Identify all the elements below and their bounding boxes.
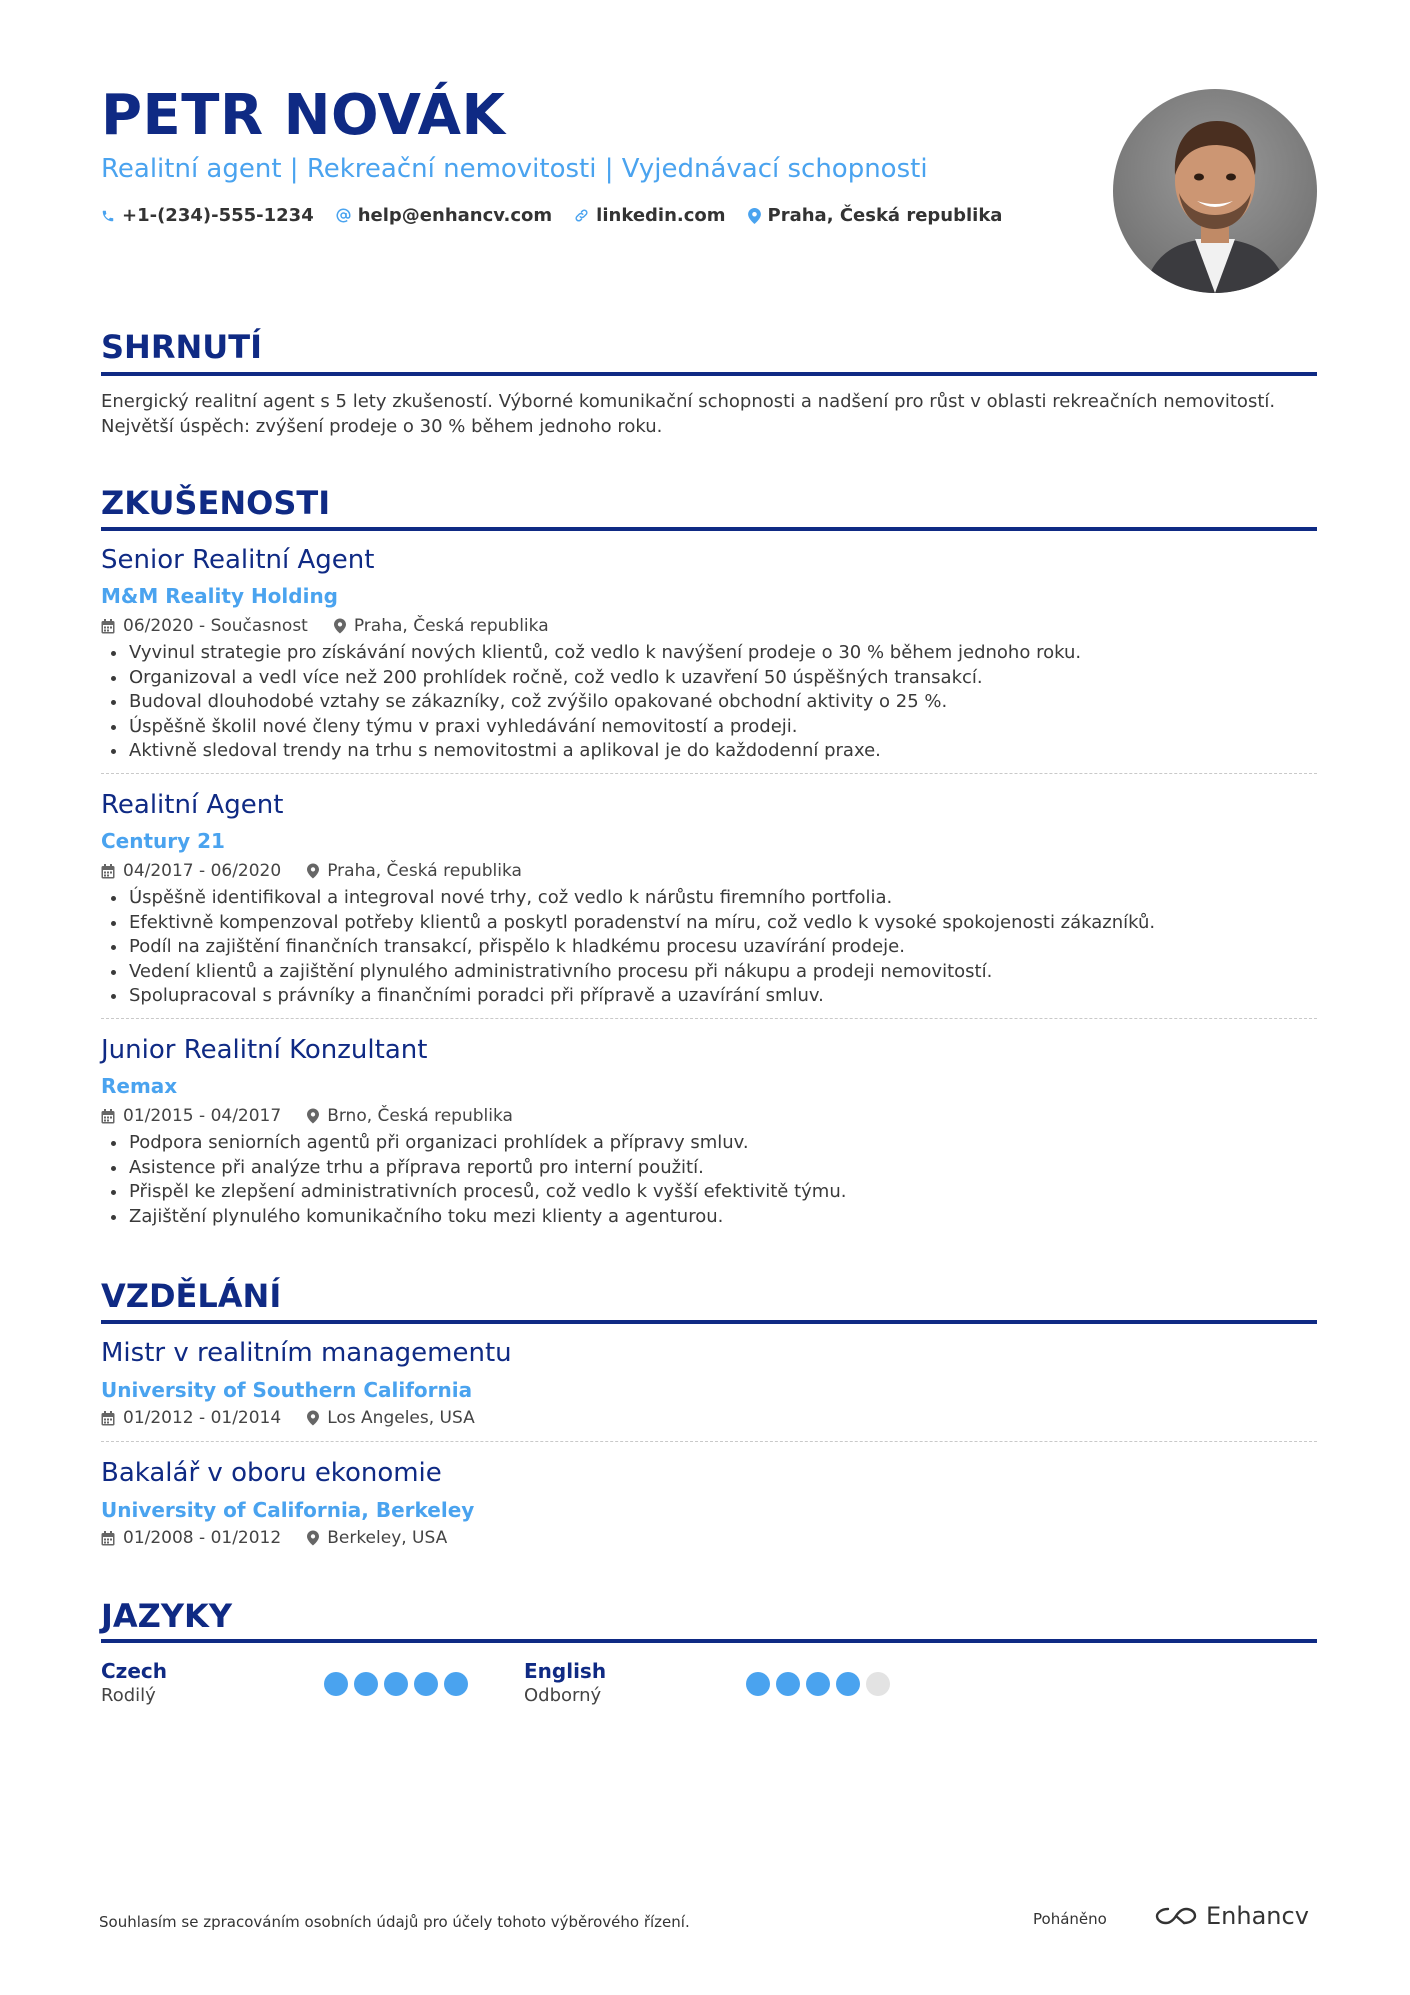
- education-dates: 01/2008 - 01/2012: [123, 1528, 282, 1548]
- job-meta: [101, 1105, 513, 1127]
- job-location: Praha, Česká republika: [353, 616, 549, 636]
- job-separator: [101, 773, 1317, 774]
- education-heading: VZDĚLÁNÍ: [101, 1277, 282, 1315]
- rating-dot-filled: [806, 1672, 830, 1696]
- education-meta: [101, 1407, 475, 1429]
- location-pin-icon: [307, 1108, 319, 1124]
- education-separator: [101, 1441, 1317, 1442]
- linkedin-text: linkedin.com: [596, 205, 726, 226]
- job-company: Remax: [101, 1074, 178, 1098]
- bullet-item: Organizoval a vedl více než 200 prohlídek ročně, což vedlo k uzavření 50 úspěšných transakcí.: [101, 666, 1317, 691]
- bullet-item: Podpora seniorních agentů při organizaci prohlídek a přípravy smluv.: [101, 1131, 1317, 1156]
- contact-phone[interactable]: [101, 205, 314, 226]
- job-dates: 04/2017 - 06/2020: [123, 861, 282, 881]
- phone-icon: [101, 209, 115, 223]
- bullet-item: Vedení klientů a zajištění plynulého administrativního procesu při nákupu a prodeji nemovitostí.: [101, 960, 1317, 985]
- rating-dot-filled: [414, 1672, 438, 1696]
- job-location: Brno, Česká republika: [327, 1106, 513, 1126]
- location-pin-icon: [307, 1410, 319, 1426]
- job-company: M&M Reality Holding: [101, 584, 339, 608]
- bullet-item: Aktivně sledoval trendy na trhu s nemovitostmi a aplikoval je do každodenní praxe.: [101, 739, 1317, 764]
- school-name: University of Southern California: [101, 1378, 473, 1402]
- location-pin-icon: [334, 618, 346, 634]
- bullet-item: Spolupracoval s právníky a finančními poradci při přípravě a uzavírání smluv.: [101, 984, 1317, 1009]
- degree-title: Bakalář v oboru ekonomie: [101, 1458, 442, 1488]
- enhancv-logo-icon: [1154, 1905, 1198, 1927]
- experience-divider: [101, 527, 1317, 531]
- bullet-item: Vyvinul strategie pro získávání nových klientů, což vedlo k navýšení prodeje o 30 % během jednoho roku.: [101, 641, 1317, 666]
- education-location: Berkeley, USA: [327, 1528, 448, 1548]
- contact-location: [748, 205, 1003, 226]
- rating-dot-filled: [354, 1672, 378, 1696]
- candidate-name: PETR NOVÁK: [101, 83, 506, 148]
- rating-dot-filled: [384, 1672, 408, 1696]
- contact-bar: [101, 205, 1024, 226]
- job-location: Praha, Česká republika: [327, 861, 522, 881]
- language-rating: [324, 1672, 474, 1696]
- calendar-icon: [101, 1109, 115, 1124]
- language-rating: [746, 1672, 896, 1696]
- location-pin-icon: [307, 1530, 319, 1546]
- rating-dot-filled: [836, 1672, 860, 1696]
- summary-text: Energický realitní agent s 5 lety zkušeností. Výborné komunikační schopnosti a nadšení pro růst v oblasti rekreačních nemovitostí. Největší úspěch: zvýšení prodeje o 30 % během jednoho roku.: [101, 391, 1276, 437]
- location-pin-icon: [307, 863, 319, 879]
- powered-by-label: Poháněno: [1033, 1910, 1107, 1928]
- rating-dot-filled: [324, 1672, 348, 1696]
- bullet-item: Efektivně kompenzoval potřeby klientů a poskytl poradenství na míru, což vedlo k vysoké spokojenosti zákazníků.: [101, 911, 1317, 936]
- contact-linkedin[interactable]: [574, 205, 725, 226]
- bullet-item: Zajištění plynulého komunikačního toku mezi klienty a agenturou.: [101, 1205, 1317, 1230]
- location-text: Praha, Česká republika: [767, 205, 1003, 226]
- languages-heading: JAZYKY: [101, 1597, 233, 1635]
- job-company: Century 21: [101, 829, 225, 853]
- job-meta: [101, 615, 549, 637]
- summary-divider: [101, 372, 1317, 376]
- bullet-item: Přispěl ke zlepšení administrativních procesů, což vedlo k vyšší efektivitě týmu.: [101, 1180, 1317, 1205]
- education-dates: 01/2012 - 01/2014: [123, 1408, 282, 1428]
- rating-dot-filled: [444, 1672, 468, 1696]
- job-separator: [101, 1018, 1317, 1019]
- brand-name: Enhancv: [1206, 1902, 1309, 1930]
- job-bullets: [101, 886, 1317, 1009]
- consent-text: Souhlasím se zpracováním osobních údajů pro účely tohoto výběrového řízení.: [99, 1913, 690, 1931]
- bullet-item: Úspěšně školil nové členy týmu v praxi vyhledávání nemovitostí a prodeji.: [101, 715, 1317, 740]
- calendar-icon: [101, 619, 115, 634]
- rating-dot-empty: [866, 1672, 890, 1696]
- bullet-item: Asistence při analýze trhu a příprava reportů pro interní použití.: [101, 1156, 1317, 1181]
- link-icon: [574, 208, 589, 223]
- enhancv-logo[interactable]: [1154, 1902, 1309, 1930]
- rating-dot-filled: [776, 1672, 800, 1696]
- location-pin-icon: [748, 208, 761, 224]
- language-level: Rodilý: [101, 1685, 156, 1706]
- job-bullets: [101, 1131, 1317, 1229]
- bullet-item: Úspěšně identifikoval a integroval nové trhy, což vedlo k nárůstu firemního portfolia.: [101, 886, 1317, 911]
- language-level: Odborný: [524, 1685, 602, 1706]
- languages-divider: [101, 1639, 1317, 1643]
- profile-photo: [1113, 89, 1317, 293]
- contact-email[interactable]: [336, 205, 552, 226]
- experience-heading: ZKUŠENOSTI: [101, 484, 331, 522]
- calendar-icon: [101, 1531, 115, 1546]
- education-divider: [101, 1320, 1317, 1324]
- rating-dot-filled: [746, 1672, 770, 1696]
- calendar-icon: [101, 1411, 115, 1426]
- job-dates: 01/2015 - 04/2017: [123, 1106, 282, 1126]
- at-icon: [336, 208, 351, 223]
- education-meta: [101, 1527, 447, 1549]
- job-title: Realitní Agent: [101, 790, 284, 820]
- degree-title: Mistr v realitním managementu: [101, 1338, 512, 1368]
- language-name: Czech: [101, 1659, 167, 1683]
- job-dates: 06/2020 - Současnost: [123, 616, 308, 636]
- calendar-icon: [101, 864, 115, 879]
- school-name: University of California, Berkeley: [101, 1498, 475, 1522]
- education-location: Los Angeles, USA: [327, 1408, 475, 1428]
- phone-text: +1-(234)-555-1234: [122, 205, 314, 226]
- summary-heading: SHRNUTÍ: [101, 328, 262, 366]
- job-bullets: [101, 641, 1317, 764]
- job-title: Senior Realitní Agent: [101, 545, 375, 575]
- bullet-item: Budoval dlouhodobé vztahy se zákazníky, což zvýšilo opakované obchodní aktivity o 25 %.: [101, 690, 1317, 715]
- headline: Realitní agent | Rekreační nemovitosti | Vyjednávací schopnosti: [101, 154, 928, 184]
- email-text: help@enhancv.com: [357, 205, 553, 226]
- job-meta: [101, 860, 522, 882]
- language-name: English: [524, 1659, 607, 1683]
- bullet-item: Podíl na zajištění finančních transakcí, přispělo k hladkému procesu uzavírání prodeje.: [101, 935, 1317, 960]
- job-title: Junior Realitní Konzultant: [101, 1035, 428, 1065]
